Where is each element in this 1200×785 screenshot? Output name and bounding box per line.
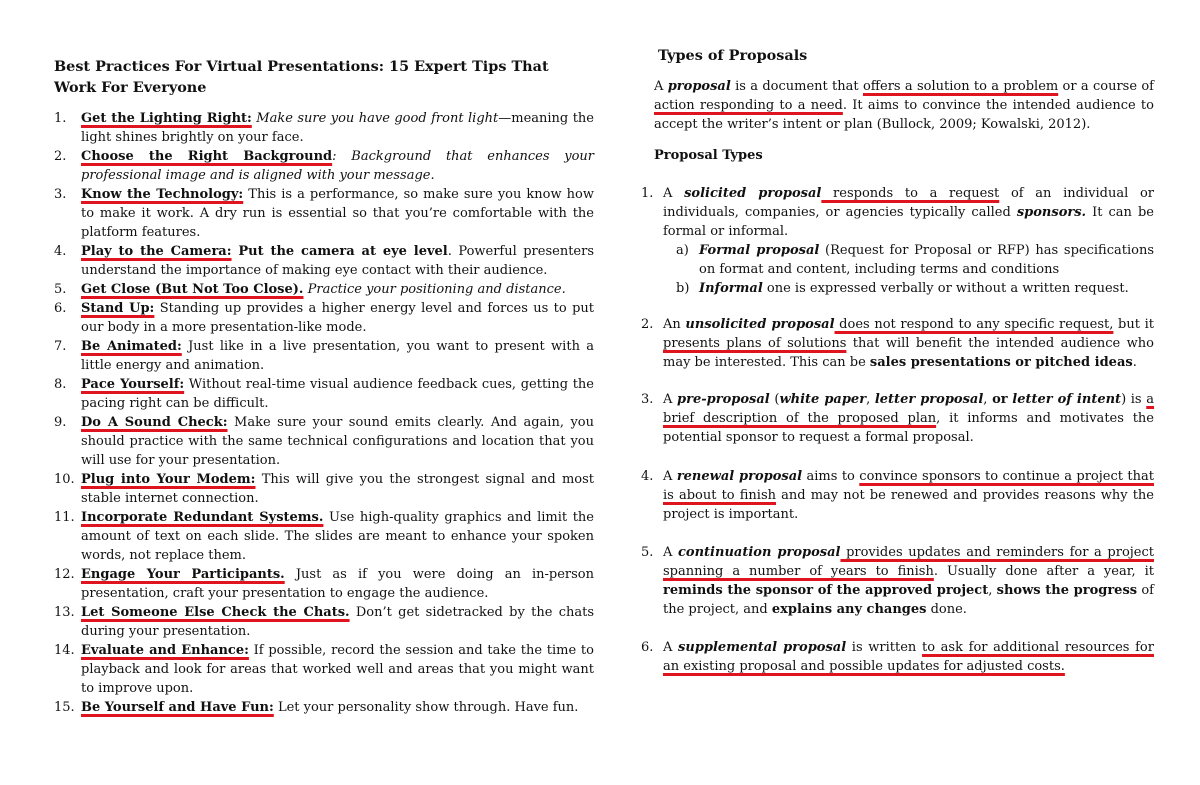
text: that will benefit the intended audience who may be interested. This can be (663, 336, 1154, 370)
list-number: 2. (641, 317, 654, 332)
list-number: 13. (54, 605, 75, 620)
list-number: 12. (54, 567, 75, 582)
sub-item (654, 241, 1154, 279)
text: , (866, 392, 875, 407)
emphasis: shows the progress (996, 583, 1138, 598)
list-item (54, 280, 594, 299)
text: It can be formal or informal. (663, 205, 1154, 239)
list-item (54, 470, 594, 508)
tip-text: If possible, record the session and take the time to playback and look for areas that worked well and areas that you might want to improve upon. (81, 643, 594, 696)
tip-text: Don’t get sidetracked by the chats during your presentation. (81, 605, 594, 639)
tip-label: Plug into Your Modem: (81, 472, 256, 487)
tips-list (54, 109, 594, 717)
tip-text: Without real-time visual audience feedback cues, getting the pacing right can be difficult. (81, 377, 594, 411)
text: , (988, 583, 997, 598)
list-item (54, 242, 594, 280)
underlined-phrase: action responding to a need (654, 98, 843, 113)
text: An (663, 317, 686, 332)
text: of the project, and (663, 583, 1154, 617)
tip-label: Know the Technology: (81, 187, 244, 202)
tip-text: This will give you the strongest signal and most stable internet connection. (81, 472, 594, 506)
tip-label: Incorporate Redundant Systems. (81, 510, 324, 525)
tip-emphasis: Put the camera at eye level (231, 244, 448, 259)
text: . It aims to convince the intended audience to accept the writer’s intent or plan (Bullock, 2009; Kowalski, 2012). (654, 98, 1154, 132)
proposal-type-5 (641, 543, 1154, 619)
underlined-phrase: provides updates and reminders for a project spanning a number of years to finish (663, 545, 1154, 579)
tip-text: . Powerful presenters understand the importance of making eye contact with their audience. (81, 244, 594, 278)
emphasis: sales presentations or pitched ideas (869, 355, 1133, 370)
tip-label: Be Animated: (81, 339, 182, 354)
term: letter proposal (874, 392, 984, 407)
text: , it informs and motivates the potential sponsor to request a formal proposal. (663, 411, 1154, 445)
tip-text: : Background that enhances your professional image and is aligned with your message. (81, 149, 595, 183)
tip-label: Evaluate and Enhance: (81, 643, 249, 658)
proposal-type-4 (641, 467, 1154, 524)
tip-text: Just like in a live presentation, you want to present with a little energy and animation. (81, 339, 594, 373)
section-title: Types of Proposals (658, 47, 808, 64)
emphasis: reminds the sponsor of the approved project (663, 583, 989, 598)
list-item (54, 508, 594, 565)
sub-item (654, 279, 1154, 298)
tip-label: Be Yourself and Have Fun: (81, 700, 274, 715)
list-item (54, 109, 594, 147)
list-item (54, 413, 594, 470)
proposal-type-2 (641, 315, 1154, 372)
underlined-phrase: offers a solution to a problem (862, 79, 1059, 94)
tip-text: Standing up provides a higher energy level and forces us to put our body in a more presentation-like mode. (81, 301, 595, 335)
tip-text: Make sure your sound emits clearly. And again, you should practice with the same technical configurations and location that you will use for your presentation. (81, 415, 594, 468)
proposal-type-1 (641, 184, 1154, 298)
page-title: Best Practices For Virtual Presentations: 15 Expert Tips That Work For Everyone (54, 58, 549, 96)
text: , (983, 392, 993, 407)
text: done. (926, 602, 967, 617)
term: letter of intent (1012, 392, 1122, 407)
text: of an individual or individuals, companies, or agencies typically called (663, 186, 1154, 220)
list-number: 2. (54, 149, 67, 164)
text: ( (769, 392, 780, 407)
text: . (1132, 355, 1137, 370)
tip-label: Get Close (But Not Too Close). (81, 282, 304, 297)
list-number: 9. (54, 415, 67, 430)
underlined-phrase: convince sponsors to continue a project that is about to finish (663, 469, 1154, 503)
tip-label: Pace Yourself: (81, 377, 185, 392)
list-number: 5. (641, 545, 654, 560)
list-number: 3. (54, 187, 67, 202)
list-number: 4. (641, 469, 654, 484)
text: or a course of (1058, 79, 1154, 94)
underlined-phrase: responds to a request (821, 186, 1000, 201)
text: A (663, 469, 677, 484)
list-item (54, 603, 594, 641)
text: A (663, 640, 679, 655)
tip-label: Stand Up: (81, 301, 155, 316)
emphasis: or (992, 392, 1008, 407)
tip-text: Let your personality show through. Have fun. (273, 700, 579, 715)
underlined-phrase: a brief description of the proposed plan (663, 392, 1155, 426)
list-item (54, 147, 594, 185)
underlined-phrase: does not respond to any specific request, (834, 317, 1114, 332)
term: solicited proposal (684, 186, 822, 201)
list-item (54, 185, 594, 242)
tip-label: Get the Lighting Right: (81, 111, 252, 126)
text: and may not be renewed and provides reasons why the project is important. (663, 488, 1154, 522)
text: A (663, 186, 685, 201)
term: white paper (779, 392, 867, 407)
tip-text: Just as if you were doing an in-person presentation, craft your presentation to engage the audience. (81, 567, 594, 601)
list-item (54, 698, 594, 717)
list-number: 5. (54, 282, 67, 297)
term: supplemental proposal (678, 640, 847, 655)
text: is a document that (730, 79, 863, 94)
list-number: 4. (54, 244, 67, 259)
list-number: 14. (54, 643, 75, 658)
intro-paragraph (654, 77, 1154, 134)
underlined-phrase: to ask for additional resources for an existing proposal and possible updates for adjusted costs. (663, 640, 1154, 674)
list-number: 1. (54, 111, 67, 126)
emphasis: explains any changes (771, 602, 927, 617)
list-item (54, 299, 594, 337)
underlined-phrase: presents plans of solutions (663, 336, 847, 351)
list-number: 1. (641, 186, 654, 201)
tip-text: Make sure you have good front light (251, 111, 499, 126)
list-number: 6. (641, 640, 654, 655)
proposal-type-3 (641, 390, 1155, 447)
text: A (663, 392, 678, 407)
tip-label: Choose the Right Background (81, 149, 333, 164)
tip-label: Play to the Camera: (81, 244, 232, 259)
list-item (54, 641, 594, 698)
text: A (654, 79, 668, 94)
text: aims to (802, 469, 860, 484)
tip-text: Practice your positioning and distance. (303, 282, 566, 297)
list-number: 6. (54, 301, 67, 316)
list-item (54, 337, 594, 375)
proposal-type-6 (641, 638, 1154, 676)
text: one is expressed verbally or without a written request. (762, 281, 1129, 296)
list-number: 10. (54, 472, 75, 487)
list-number: 3. (641, 392, 654, 407)
sub-marker: b) (676, 281, 690, 296)
tip-text: Use high-quality graphics and limit the amount of text on each slide. The slides are meant to enhance your spoken words, not replace them. (81, 510, 594, 563)
term: pre-proposal (677, 392, 770, 407)
term: proposal (667, 79, 731, 94)
tip-label: Let Someone Else Check the Chats. (81, 605, 350, 620)
term: renewal proposal (676, 469, 803, 484)
tip-text: —meaning the light shines brightly on your face. (81, 111, 594, 145)
text: ) is (1121, 392, 1147, 407)
text: . Usually done after a year, it (933, 564, 1154, 579)
list-number: 15. (54, 700, 75, 715)
term: continuation proposal (678, 545, 841, 560)
tip-text: This is a performance, so make sure you know how to make it work. A dry run is essential so that you’re comfortable with the platform features. (81, 187, 595, 240)
term: Formal proposal (699, 243, 820, 258)
subsection-title: Proposal Types (654, 148, 763, 163)
list-number: 7. (54, 339, 67, 354)
text: A (663, 545, 679, 560)
term: sponsors. (1016, 205, 1087, 220)
tip-label: Engage Your Participants. (81, 567, 285, 582)
tip-label: Do A Sound Check: (81, 415, 228, 430)
sub-marker: a) (676, 243, 689, 258)
list-item (54, 565, 594, 603)
text: is written (846, 640, 922, 655)
text: but it (1113, 317, 1154, 332)
term: unsolicited proposal (685, 317, 835, 332)
term: Informal (699, 281, 763, 296)
list-number: 11. (54, 510, 75, 525)
text: (Request for Proposal or RFP) has specifications on format and content, including terms and conditions (699, 243, 1154, 277)
list-item (54, 375, 594, 413)
list-number: 8. (54, 377, 67, 392)
